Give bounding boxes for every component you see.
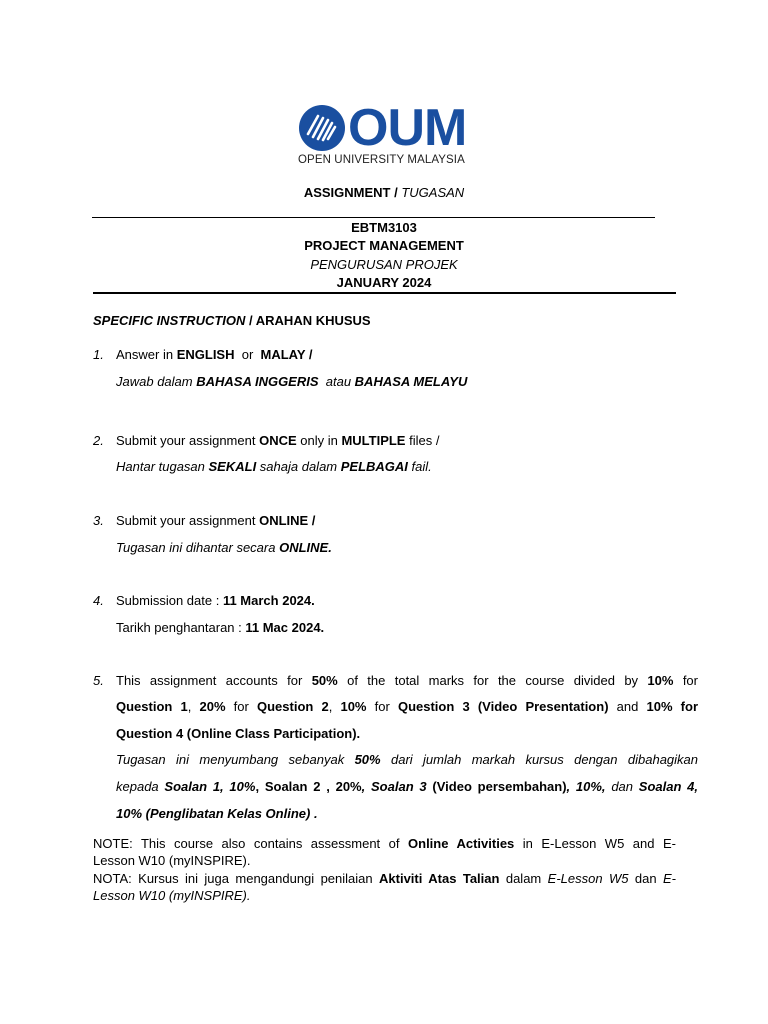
semester: JANUARY 2024 — [336, 275, 432, 290]
text: , — [328, 699, 341, 714]
assignment-sep: / — [390, 185, 402, 200]
logo-wordmark: OUM — [348, 99, 467, 157]
text: sahaja dalam — [256, 459, 341, 474]
text-bold: (Video persembahan) — [426, 779, 567, 794]
text-bold: 10% for — [646, 699, 699, 714]
item-4-en — [116, 593, 315, 608]
text: Answer in — [116, 347, 177, 362]
item-number: 3. — [93, 513, 104, 528]
item-1-my — [116, 374, 467, 389]
item-3-en — [116, 513, 315, 528]
text: atau — [318, 374, 355, 389]
item-number: 2. — [93, 433, 104, 448]
item-2-my — [116, 459, 432, 474]
course-name-my: PENGURUSAN PROJEK — [310, 257, 458, 272]
course-name-en: PROJECT MANAGEMENT — [304, 238, 464, 253]
text-bold: ONLINE. — [279, 540, 332, 555]
text-bold: 50% — [354, 752, 381, 767]
item-5-en-line-1 — [116, 673, 698, 688]
text-bold: 10% — [647, 673, 674, 688]
item-4-my — [116, 620, 324, 635]
text-bold: , — [361, 779, 372, 794]
text: dalam — [499, 871, 548, 886]
instructions-heading — [93, 313, 371, 328]
text: Tugasan ini dihantar secara — [116, 540, 280, 555]
text: kepada — [116, 779, 165, 794]
text-bold: SEKALI — [208, 459, 257, 474]
text-bold: ENGLISH — [176, 347, 235, 362]
text: fail. — [407, 459, 432, 474]
top-divider — [92, 217, 655, 218]
item-5-en-line-2 — [116, 699, 698, 714]
text-bold: / — [305, 347, 313, 362]
text: dan — [628, 871, 663, 886]
text-bold: MULTIPLE — [341, 433, 406, 448]
item-number: 1. — [93, 347, 104, 362]
text-bold: BAHASA MELAYU — [354, 374, 468, 389]
text-bold: MALAY — [260, 347, 306, 362]
text: and — [608, 699, 647, 714]
text-bold: Question 1 — [116, 699, 188, 714]
text: Submit your assignment — [116, 433, 260, 448]
text: NOTA: Kursus ini juga mengandungi penilaian — [93, 871, 380, 886]
instructions-heading-my: ARAHAN KHUSUS — [255, 313, 371, 328]
text-bold: , Soalan 2 , 20% — [255, 779, 362, 794]
note-en-line-2: Lesson W10 (myINSPIRE). — [93, 853, 251, 868]
text: Tugasan ini menyumbang sebanyak — [116, 752, 355, 767]
header-divider — [93, 292, 676, 294]
text: Jawab dalam — [116, 374, 197, 389]
instructions-heading-sep: / — [245, 313, 256, 328]
text-bold: ONLINE / — [259, 513, 316, 528]
item-3-my — [116, 540, 332, 555]
text-bold: , 10%, — [566, 779, 612, 794]
text-bold: 50% — [311, 673, 338, 688]
course-code: EBTM3103 — [351, 220, 417, 235]
text-bold: 20% — [199, 699, 226, 714]
text: dan — [611, 779, 639, 794]
text-bold: 11 March 2024. — [222, 593, 315, 608]
item-5-my-line-3: 10% (Penglibatan Kelas Online) . — [116, 806, 318, 821]
text: , — [187, 699, 200, 714]
text-bold: Soalan 1, 10% — [164, 779, 256, 794]
text: NOTE: This course also contains assessment of — [93, 836, 409, 851]
text: of the total marks for the course divided by — [337, 673, 648, 688]
text-bold: Soalan 4, — [638, 779, 699, 794]
text: for — [673, 673, 698, 688]
instructions-heading-en: SPECIFIC INSTRUCTION — [93, 313, 246, 328]
text-bold: Question 3 (Video Presentation) — [397, 699, 609, 714]
text: Submission date : — [116, 593, 223, 608]
item-5-en-line-3: Question 4 (Online Class Participation). — [116, 726, 361, 741]
note-my-line-2: Lesson W10 (myINSPIRE). — [93, 888, 251, 903]
text: only in — [296, 433, 342, 448]
logo-subtitle: OPEN UNIVERSITY MALAYSIA — [298, 154, 465, 166]
text: for — [225, 699, 257, 714]
item-2-en — [116, 433, 439, 448]
text-bold: Soalan 3 — [371, 779, 427, 794]
text: This assignment accounts for — [116, 673, 312, 688]
text: for — [366, 699, 398, 714]
item-1-en — [116, 347, 313, 362]
item-number: 5. — [93, 673, 104, 688]
text: dari jumlah markah kursus dengan dibahagikan — [380, 752, 698, 767]
assignment-label-my: TUGASAN — [401, 185, 465, 200]
item-5-my-line-2 — [116, 779, 698, 794]
assignment-title — [0, 185, 768, 200]
text-bold: 10% — [340, 699, 367, 714]
text: Hantar tugasan — [116, 459, 209, 474]
text: in E-Lesson W5 and E- — [514, 836, 676, 851]
text-bold: Online Activities — [408, 836, 515, 851]
text-bold: PELBAGAI — [340, 459, 408, 474]
note-my-line-1 — [93, 871, 676, 887]
item-5-my-line-1 — [116, 752, 698, 767]
text: files / — [405, 433, 440, 448]
text-bold: 11 Mac 2024. — [245, 620, 325, 635]
text: or — [234, 347, 261, 362]
item-number: 4. — [93, 593, 104, 608]
oum-logo — [298, 99, 470, 170]
assignment-label-en: ASSIGNMENT — [303, 185, 391, 200]
text-bold: Aktiviti Atas Talian — [379, 871, 500, 886]
text-bold: BAHASA INGGERIS — [196, 374, 319, 389]
text-italic: E-Lesson W5 — [547, 871, 629, 886]
text: Submit your assignment — [116, 513, 260, 528]
text-bold: Question 2 — [256, 699, 329, 714]
oum-emblem-icon — [298, 104, 346, 152]
text-bold: ONCE — [259, 433, 297, 448]
note-en-line-1 — [93, 836, 676, 852]
text: Tarikh penghantaran : — [116, 620, 246, 635]
text-italic: E- — [662, 871, 676, 886]
